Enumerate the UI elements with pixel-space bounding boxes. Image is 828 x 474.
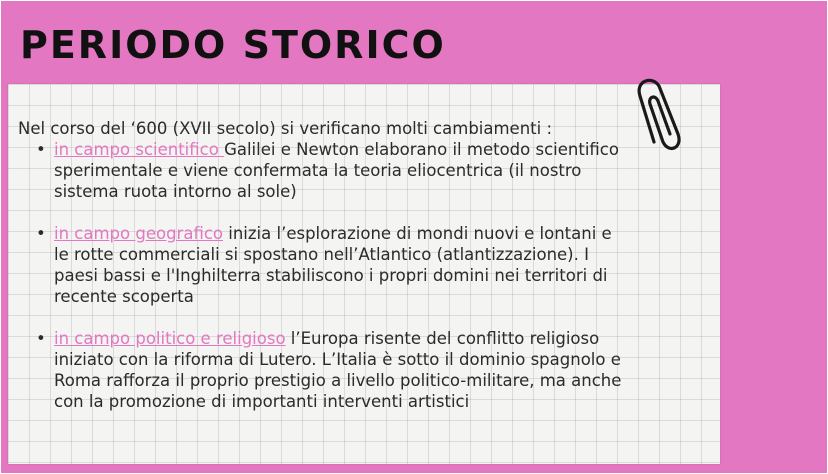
list-item <box>54 139 628 202</box>
bullet-text: inizia l’esplorazione di mondi nuovi e lontani e le rotte commerciali si spostano nell’Atlantico (atlantizzazione). I paesi bassi e l'Inghilterra stabiliscono i propri domini nei territori di recente scoperta <box>54 224 612 306</box>
list-item <box>54 223 628 307</box>
topic-link-scientific[interactable]: in campo scientifico <box>54 140 225 159</box>
paperclip-icon <box>632 72 692 156</box>
note-content <box>18 118 628 433</box>
bullet-text: Galilei e Newton elaborano il metodo scientifico sperimentale e viene confermata la teoria eliocentrica (il nostro sistema ruota intorno al sole) <box>54 140 619 201</box>
list-item <box>54 328 628 412</box>
intro-text: Nel corso del ‘600 (XVII secolo) si verificano molti cambiamenti : <box>18 119 553 138</box>
topic-link-political-religious[interactable]: in campo politico e religioso <box>54 329 286 348</box>
topic-link-geographic[interactable]: in campo geografico <box>54 224 224 243</box>
bullet-text: l’Europa risente del conflitto religioso iniziato con la riforma di Lutero. L’Italia è sotto il dominio spagnolo e Roma rafforza il proprio prestigio a livello politico-militare, ma anche con la promozione di importanti interventi artistici <box>54 329 622 411</box>
topic-list <box>18 139 628 412</box>
slide-title: PERIODO STORICO <box>20 23 446 67</box>
